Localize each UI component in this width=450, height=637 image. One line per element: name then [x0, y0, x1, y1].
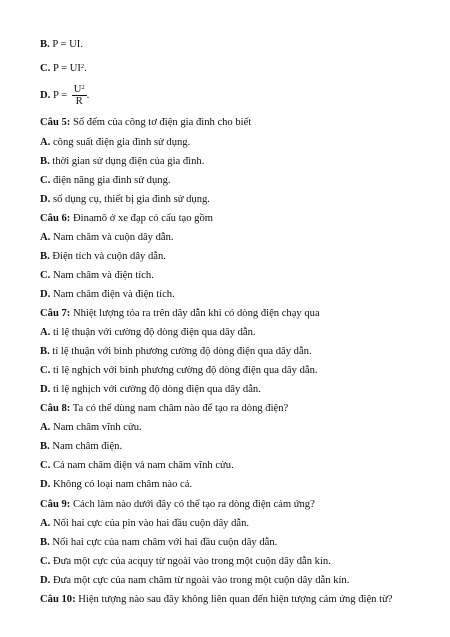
option-item: C. tỉ lệ nghịch với bình phương cường độ dòng điện qua dây dẫn. — [40, 365, 318, 376]
question-title: Câu 10: Hiện tượng nào sau đây không liên quan đến hiện tượng cảm ứng điện từ? — [40, 594, 393, 605]
option-item: A. Nam châm và cuộn dây dẫn. — [40, 232, 174, 243]
option-item: D. Không có loại nam châm nào cả. — [40, 479, 193, 490]
option-item: D. tỉ lệ nghịch với cường độ dòng điện qua dây dẫn. — [40, 384, 261, 395]
option-item: B. Nam châm điện. — [40, 441, 123, 452]
option-item: B. Nối hai cực của nam châm với hai đầu cuộn dây dẫn. — [40, 537, 278, 548]
option-item: D. số dụng cụ, thiết bị gia đình sử dụng. — [40, 194, 210, 205]
question-title: Câu 6: Đinamô ở xe đạp có cấu tạo gồm — [40, 213, 214, 224]
option-prev-c: C. $P = UI^2$. — [40, 63, 87, 74]
question-title: Câu 5: Số đếm của công tơ điện gia đình cho biết — [40, 117, 252, 128]
option-item: D. Nam châm điện và điện tích. — [40, 289, 175, 300]
question-title: Câu 8: Ta có thể dùng nam châm nào để tạo ra dòng điện? — [40, 403, 289, 414]
option-item: C. Đưa một cực của acquy từ ngoài vào trong một cuộn dây dẫn kín. — [40, 556, 331, 567]
option-item: A. công suất điện gia đình sử dụng. — [40, 137, 191, 148]
option-item: B. thời gian sử dụng điện của gia đình. — [40, 156, 205, 167]
option-item: C. Nam châm và điện tích. — [40, 270, 154, 281]
option-item: B. tỉ lệ thuận với bình phương cường độ dòng điện qua dây dẫn. — [40, 346, 312, 357]
option-prev-b: B. P = UI. — [40, 39, 83, 50]
fraction: $\frac{U^2}{R}$ — [73, 84, 85, 107]
option-item: A. tỉ lệ thuận với cường độ dòng điện qua dây dẫn. — [40, 327, 256, 338]
option-item: B. Điện tích và cuộn dây dẫn. — [40, 251, 166, 262]
question-title: Câu 7: Nhiệt lượng tỏa ra trên dây dẫn khi có dòng điện chạy qua — [40, 308, 320, 319]
option-item: D. Đưa một cực của nam châm từ ngoài vào trong một cuộn dây dẫn kín. — [40, 575, 350, 586]
option-item: A. Nối hai cực của pin vào hai đầu cuộn dây dẫn. — [40, 518, 250, 529]
option-item: C. Cả nam châm điện và nam châm vĩnh cửu. — [40, 460, 234, 471]
question-title: Câu 9: Cách làm nào dưới đây có thể tạo ra dòng điện cảm ứng? — [40, 499, 315, 510]
option-item: A. Nam châm vĩnh cửu. — [40, 422, 142, 433]
option-item: C. điện năng gia đình sử dụng. — [40, 175, 171, 186]
option-prev-d: D. P = $\frac{U^2}{R}$ . — [40, 84, 90, 107]
